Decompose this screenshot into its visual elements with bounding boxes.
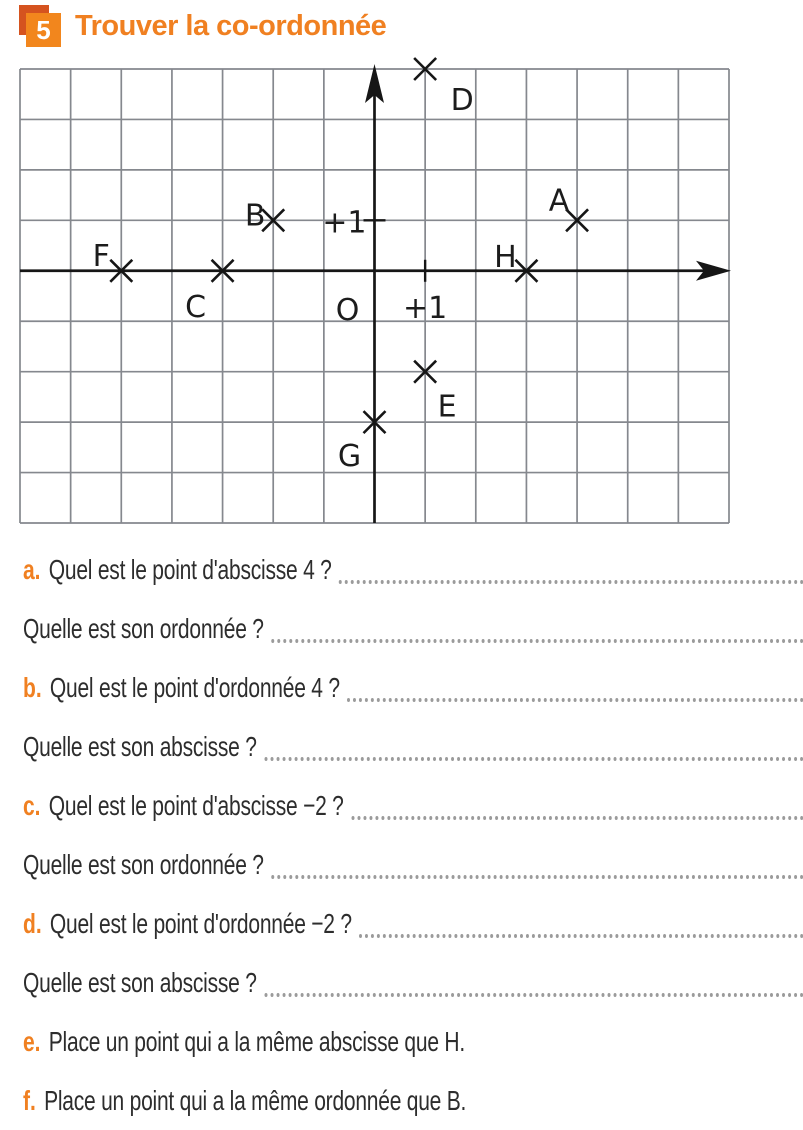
question-letter: c. [23, 789, 41, 821]
question-row [23, 894, 803, 953]
point-F [93, 239, 133, 282]
question-text: Quelle est son ordonnée ? [23, 612, 264, 644]
questions-list [0, 540, 803, 1130]
question-text: Place un point qui a la même abscisse que H. [48, 1025, 465, 1057]
point-A-label: A [548, 183, 570, 219]
y-unit-label: +1 [322, 205, 367, 241]
point-E [414, 361, 456, 425]
question-row [23, 953, 803, 1012]
point-G [338, 411, 386, 474]
coordinate-grid-figure[interactable] [0, 0, 803, 540]
point-D [414, 58, 474, 118]
answer-blank-dotted-line[interactable] [351, 816, 803, 820]
exercise-title: Trouver la co-ordonnée [75, 10, 387, 42]
answer-blank-dotted-line[interactable] [271, 639, 803, 643]
question-line [23, 1071, 803, 1130]
question-line [23, 540, 803, 599]
question-line [23, 953, 803, 1012]
answer-blank-dotted-line[interactable] [347, 698, 803, 702]
question-letter: b. [23, 671, 42, 703]
question-text: Quelle est son ordonnée ? [23, 848, 264, 880]
answer-blank-dotted-line[interactable] [264, 757, 803, 761]
question-text: Quelle est son abscisse ? [23, 730, 257, 762]
question-line [23, 776, 803, 835]
question-text: Quel est le point d'ordonnée −2 ? [49, 907, 352, 939]
point-B [245, 198, 284, 233]
question-row [23, 1071, 803, 1130]
question-row [23, 776, 803, 835]
answer-blank-dotted-line[interactable] [271, 875, 803, 879]
origin-label: O [335, 292, 360, 328]
question-letter: a. [23, 553, 41, 585]
question-row [23, 540, 803, 599]
coordinate-grid [0, 0, 803, 540]
question-text: Quel est le point d'abscisse −2 ? [48, 789, 344, 821]
point-H [494, 240, 537, 282]
question-letter: d. [23, 907, 42, 939]
question-row [23, 835, 803, 894]
point-B-label: B [244, 198, 266, 234]
point-E-label: E [437, 389, 457, 425]
question-line [23, 599, 803, 658]
question-line [23, 658, 803, 717]
x-unit-label: +1 [403, 290, 448, 326]
question-text: Place un point qui a la même ordonnée que B. [44, 1084, 467, 1116]
exercise-number: 5 [36, 14, 51, 45]
answer-blank-dotted-line[interactable] [339, 580, 803, 584]
point-D-label: D [450, 83, 474, 118]
point-A [549, 183, 588, 231]
answer-blank-dotted-line[interactable] [264, 993, 803, 997]
point-F-label: F [92, 238, 110, 274]
question-line [23, 894, 803, 953]
question-line [23, 835, 803, 894]
question-line [23, 1012, 803, 1071]
question-row [23, 599, 803, 658]
question-line [23, 717, 803, 776]
question-row [23, 658, 803, 717]
answer-blank-dotted-line[interactable] [359, 934, 803, 938]
point-G-label: G [337, 439, 362, 475]
question-text: Quel est le point d'ordonnée 4 ? [49, 671, 340, 703]
question-text: Quel est le point d'abscisse 4 ? [48, 553, 332, 585]
question-letter: e. [23, 1025, 41, 1057]
question-row [23, 717, 803, 776]
point-C-label: C [185, 289, 207, 325]
question-text: Quelle est son abscisse ? [23, 966, 257, 998]
point-H-label: H [494, 239, 517, 275]
question-row [23, 1012, 803, 1071]
question-letter: f. [23, 1084, 36, 1116]
